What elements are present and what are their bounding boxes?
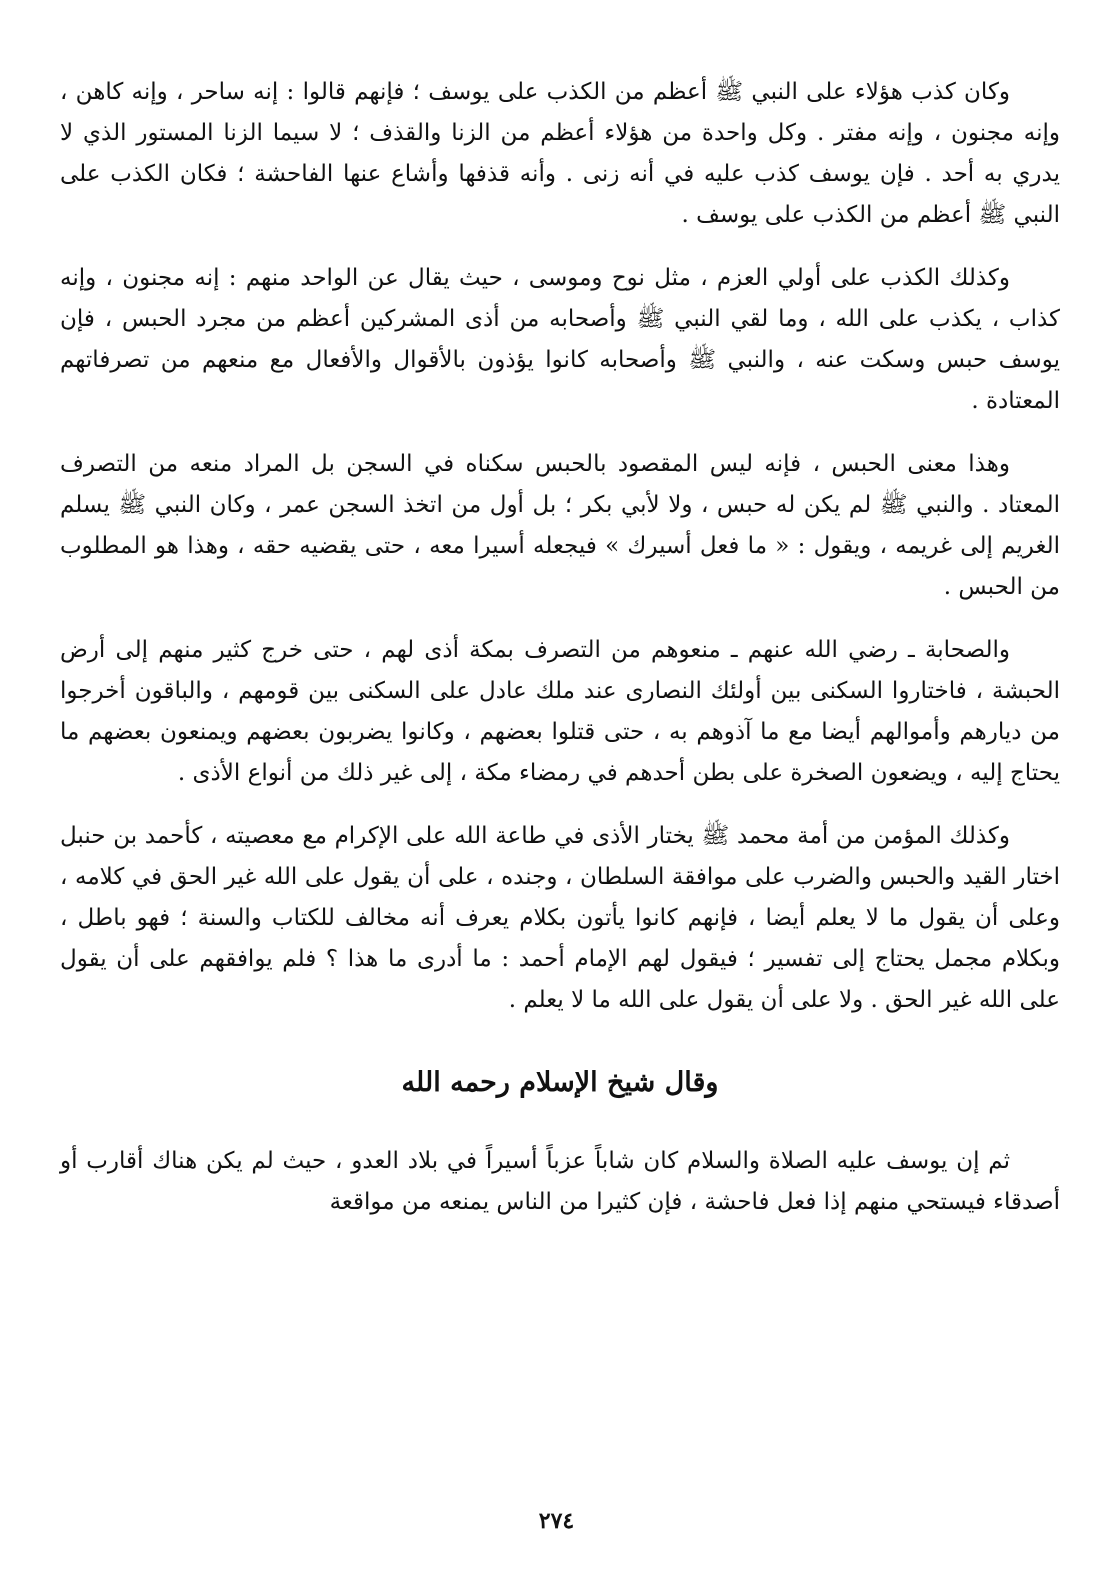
page-body: [60, 72, 1060, 1245]
paragraph-3: وهذا معنى الحبس ، فإنه ليس المقصود بالحبس سكناه في السجن بل المراد منعه من التصرف المعتاد . والنبي ﷺ لم يكن له حبس ، ولا لأبي بكر ؛ بل أول من اتخذ السجن عمر ، وكان النبي ﷺ يسلم الغريم إلى غريمه ، ويقول : « ما فعل أسيرك » فيجعله أسيرا معه ، حتى يقضيه حقه ، وهذا هو المطلوب من الحبس .: [60, 451, 1060, 600]
paragraph-4: والصحابة ـ رضي الله عنهم ـ منعوهم من التصرف بمكة أذى لهم ، حتى خرج كثير منهم إلى أرض الحبشة ، فاختاروا السكنى بين أولئك النصارى عند ملك عادل على السكنى بين قومهم ، والباقون أخرجوا من ديارهم وأموالهم أيضا مع ما آذوهم به ، حتى قتلوا بعضهم ، وكانوا يضربون بعضهم ويمنعون بعضهم ما يحتاج إليه ، ويضعون الصخرة على بطن أحدهم في رمضاء مكة ، إلى غير ذلك من أنواع الأذى .: [60, 637, 1060, 786]
paragraph-5: وكذلك المؤمن من أمة محمد ﷺ يختار الأذى في طاعة الله على الإكرام مع معصيته ، كأحمد بن حنبل اختار القيد والحبس والضرب على موافقة السلطان ، وجنده ، على أن يقول على الله غير الحق في كلامه ، وعلى أن يقول ما لا يعلم أيضا ، فإنهم كانوا يأتون بكلام يعرف أنه مخالف للكتاب والسنة ؛ فهو باطل ، وبكلام مجمل يحتاج إلى تفسير ؛ فيقول لهم الإمام أحمد : ما أدرى ما هذا ؟ فلم يوافقهم على أن يقول على الله غير الحق . ولا على أن يقول على الله ما لا يعلم .: [60, 823, 1060, 1013]
section-heading: وقال شيخ الإسلام رحمه الله: [401, 1067, 719, 1098]
paragraph-6: ثم إن يوسف عليه الصلاة والسلام كان شاباً عزباً أسيراً في بلاد العدو ، حيث لم يكن هناك أقارب أو أصدقاء فيستحي منهم إذا فعل فاحشة ، فإن كثيرا من الناس يمنعه من مواقعة: [60, 1148, 1060, 1215]
paragraph-1: وكان كذب هؤلاء على النبي ﷺ أعظم من الكذب على يوسف ؛ فإنهم قالوا : إنه ساحر ، وإنه كاهن ، وإنه مجنون ، وإنه مفتر . وكل واحدة من هؤلاء أعظم من الزنا والقذف ؛ لا سيما الزنا المستور الذي لا يدري به أحد . فإن يوسف كذب عليه في أنه زنى . وأنه قذفها وأشاع عنها الفاحشة ؛ فكان الكذب على النبي ﷺ أعظم من الكذب على يوسف .: [60, 79, 1060, 228]
page-number: ٢٧٤: [538, 1508, 575, 1534]
paragraph-2: وكذلك الكذب على أولي العزم ، مثل نوح وموسى ، حيث يقال عن الواحد منهم : إنه مجنون ، وإنه كذاب ، يكذب على الله ، وما لقي النبي ﷺ وأصحابه من أذى المشركين أعظم من مجرد الحبس ، فإن يوسف حبس وسكت عنه ، والنبي ﷺ وأصحابه كانوا يؤذون بالأقوال والأفعال مع منعهم من تصرفاتهم المعتادة .: [60, 265, 1060, 414]
